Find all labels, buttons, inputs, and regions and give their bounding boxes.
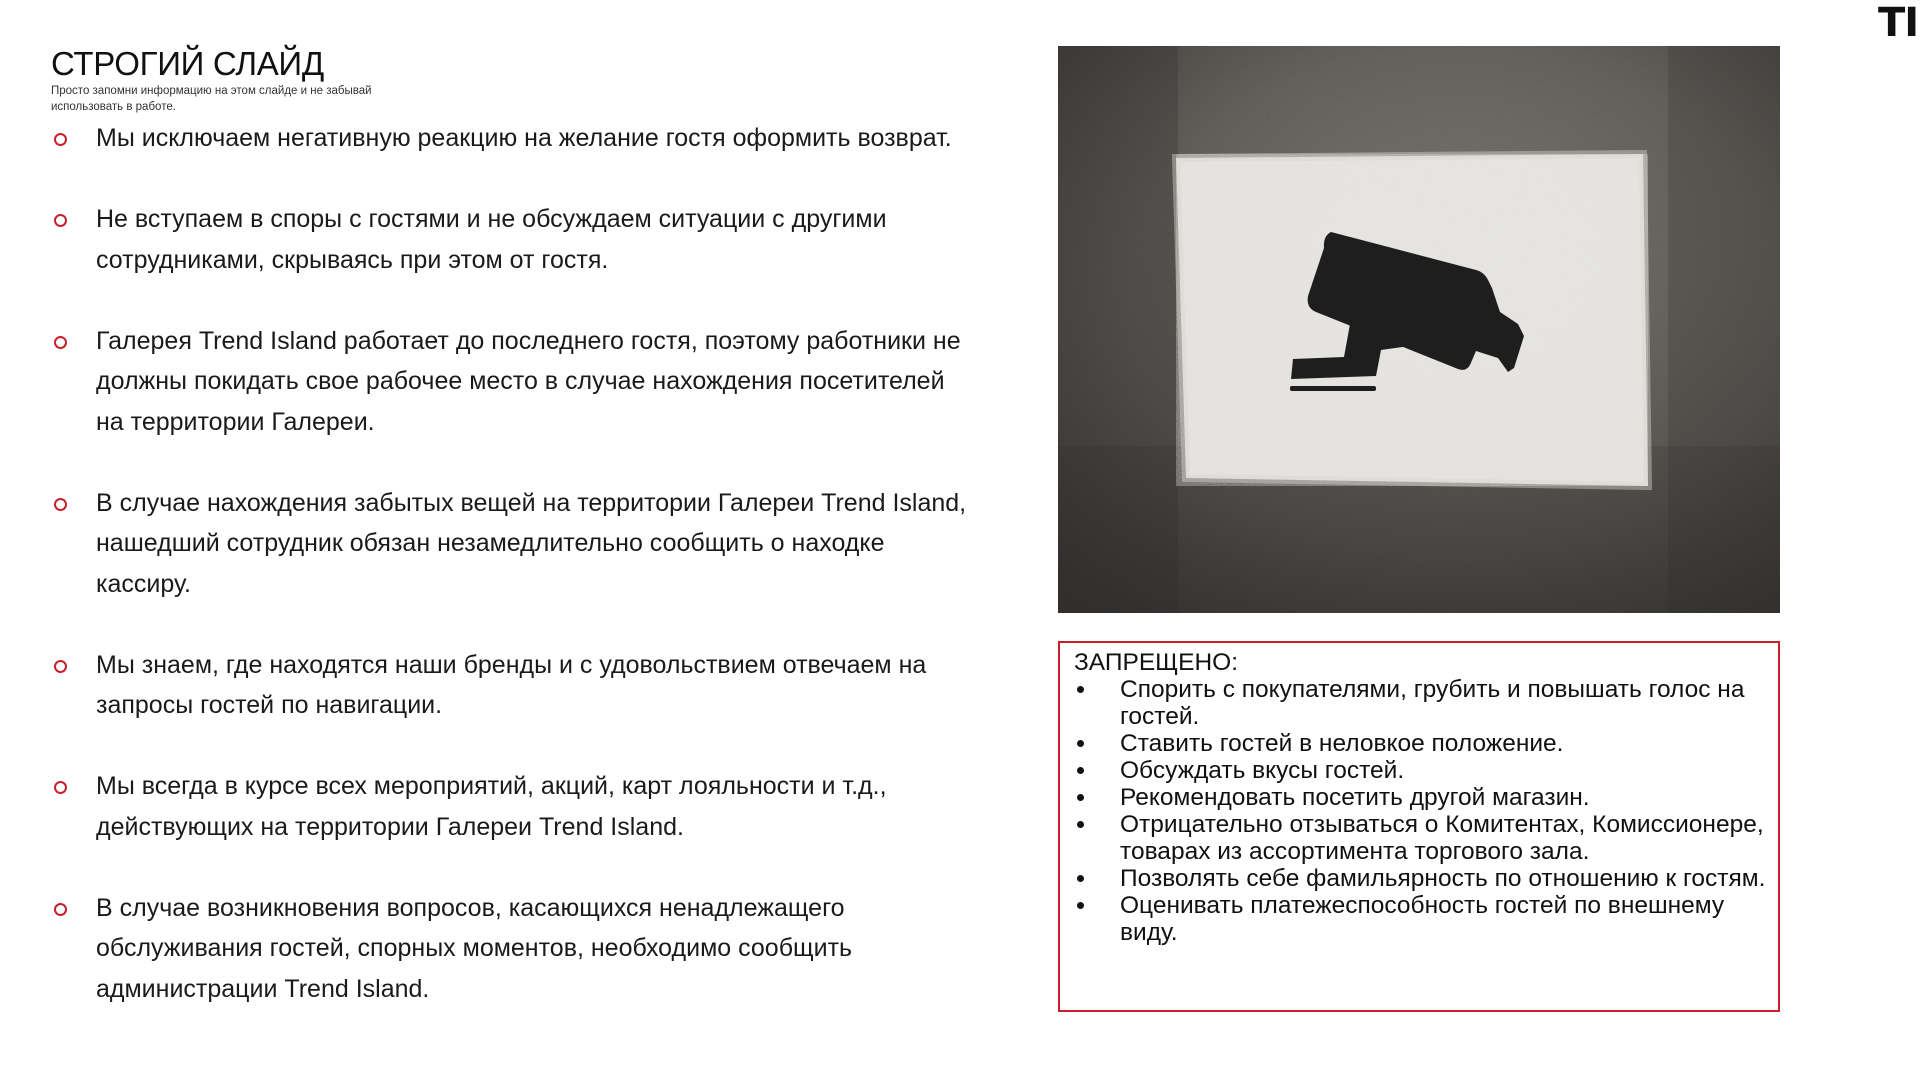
slide-subtitle: Просто запомни информацию на этом слайде и не забывай использовать в работе. [51, 85, 372, 113]
circle-bullet-icon [51, 645, 96, 686]
rule-text: В случае возникновения вопросов, касающихся ненадлежащего обслуживания гостей, спорных моментов, необходимо сообщить администрации Trend Island. [96, 893, 853, 1003]
prohibited-item [1074, 892, 1766, 946]
dot-bullet-icon [1074, 865, 1120, 892]
prohibited-text: Рекомендовать посетить другой магазин. [1120, 784, 1590, 811]
prohibited-item [1074, 865, 1766, 892]
rule-text: Не вступаем в споры с гостями и не обсуждаем ситуации с другими сотрудниками, скрываясь при этом от гостя. [96, 205, 887, 274]
rule-item [51, 645, 971, 726]
circle-bullet-icon [51, 483, 96, 524]
rule-text: Мы исключаем негативную реакцию на желание гостя оформить возврат. [96, 124, 952, 152]
circle-bullet-icon [51, 118, 96, 159]
dot-bullet-icon [1074, 757, 1120, 784]
prohibited-item [1074, 811, 1766, 865]
prohibited-text: Спорить с покупателями, грубить и повышать голос на гостей. [1120, 676, 1745, 730]
rules-list [51, 118, 971, 1009]
prohibited-text: Позволять себе фамильярность по отношению к гостям. [1120, 865, 1766, 892]
rule-item [51, 199, 971, 280]
circle-bullet-icon [51, 766, 96, 807]
rule-item [51, 483, 971, 605]
prohibited-item [1074, 730, 1766, 757]
dot-bullet-icon [1074, 730, 1120, 757]
brand-logo: TI [1878, 2, 1919, 44]
dot-bullet-icon [1074, 784, 1120, 811]
prohibited-item [1074, 676, 1766, 730]
rule-item [51, 321, 971, 443]
prohibited-item [1074, 784, 1766, 811]
circle-bullet-icon [51, 321, 96, 362]
slide-title: СТРОГИЙ СЛАЙД [51, 45, 324, 82]
dot-bullet-icon [1074, 811, 1120, 838]
security-camera-icon [1058, 46, 1780, 613]
circle-bullet-icon [51, 888, 96, 929]
prohibited-item [1074, 757, 1766, 784]
prohibited-box [1058, 641, 1780, 1012]
prohibited-text: Ставить гостей в неловкое положение. [1120, 730, 1564, 757]
rule-text: Мы всегда в курсе всех мероприятий, акций, карт лояльности и т.д., действующих на территории Галереи Trend Island. [96, 772, 887, 841]
dot-bullet-icon [1074, 676, 1120, 703]
dot-bullet-icon [1074, 892, 1120, 919]
security-camera-photo [1058, 46, 1780, 613]
rule-text: В случае нахождения забытых вещей на территории Галереи Trend Island, нашедший сотрудник обязан незамедлительно сообщить о находке кассиру. [96, 488, 967, 598]
prohibited-heading: ЗАПРЕЩЕНО: [1074, 649, 1239, 676]
prohibited-text: Обсуждать вкусы гостей. [1120, 757, 1405, 784]
rule-item [51, 888, 971, 1010]
prohibited-list [1074, 676, 1766, 946]
prohibited-text: Отрицательно отзываться о Комитентах, Комиссионере, товарах из ассортимента торгового зала. [1120, 811, 1764, 865]
rule-text: Галерея Trend Island работает до последнего гостя, поэтому работники не должны покидать свое рабочее место в случае нахождения посетителей на территории Галереи. [96, 326, 961, 436]
prohibited-text: Оценивать платежеспособность гостей по внешнему виду. [1120, 892, 1725, 946]
rule-text: Мы знаем, где находятся наши бренды и с удовольствием отвечаем на запросы гостей по навигации. [96, 650, 927, 719]
circle-bullet-icon [51, 199, 96, 240]
rule-item [51, 766, 971, 847]
rule-item [51, 118, 971, 159]
